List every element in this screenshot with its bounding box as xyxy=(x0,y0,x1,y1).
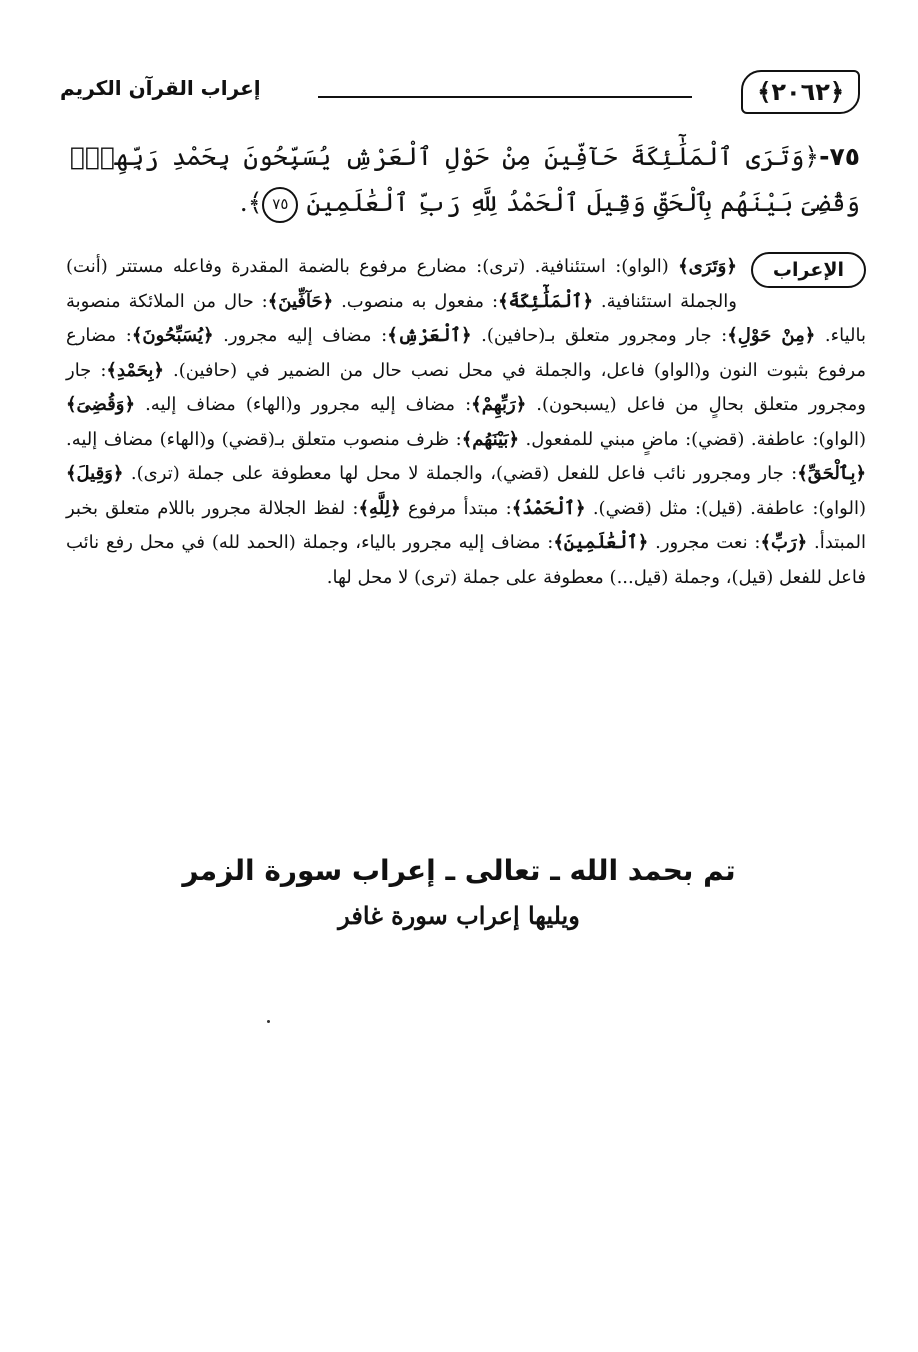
quran-word: ﴿بَيْنَهُم﴾ xyxy=(461,428,519,450)
quran-word: ﴿مِنْ حَوْلِ﴾ xyxy=(727,325,816,346)
quran-word: ﴿يُسَبِّحُونَ﴾ xyxy=(131,325,214,346)
quran-word: ﴿رَبِّ﴾ xyxy=(760,532,808,553)
header-rule xyxy=(318,96,692,98)
quran-word: ﴿بِٱلْحَقِّ﴾ xyxy=(797,463,866,484)
quran-word: ﴿ٱلْعَرْشِ﴾ xyxy=(387,325,472,346)
irab-explanation: : حال من الملائكة منصوبة بالياء. xyxy=(66,290,866,346)
irab-explanation: : ظرف منصوب متعلق بـ(قضي) و(الهاء) مضاف إليه. xyxy=(66,428,462,450)
irab-explanation: : جار ومجرور متعلق بحالٍ من فاعل (يسبحون). xyxy=(66,359,866,415)
irab-explanation: : مضاف إليه مجرور و(الهاء) مضاف إليه. xyxy=(135,394,472,415)
page-header xyxy=(60,70,860,126)
closing-line-1: تم بحمد الله ـ تعالى ـ إعراب سورة الزمر xyxy=(182,854,736,887)
irab-section xyxy=(66,250,866,595)
closing-line-2: ويليها إعراب سورة غافر xyxy=(338,901,580,930)
ayah-end-marker: ٧٥ xyxy=(262,187,298,223)
irab-explanation: : مفعول به منصوب. xyxy=(333,290,499,312)
irab-explanation: : مضاف إليه مجرور بالياء، وجملة (الحمد لله) في محل رفع نائب فاعل للفعل (قيل)، وجملة (قيل...) معطوفة على جملة (ترى) لا محل لها. xyxy=(66,532,866,588)
page-number: ﴿٢٠٦٢﴾ xyxy=(741,70,860,114)
verse-text: ﴿وَتَرَى ٱلْمَلَٰٓئِكَةَ حَآفِّينَ مِنْ حَوْلِ ٱلْعَرْشِ يُسَبِّحُونَ بِحَمْدِ رَبِّهِمْۖ وَقُضِىَ بَيْنَهُم بِٱلْحَقِّ وَقِيلَ ٱلْحَمْدُ لِلَّهِ رَبِّ ٱلْعَٰلَمِينَ xyxy=(70,142,860,217)
quran-word: ﴿ٱلْعَٰلَمِينَ﴾ xyxy=(553,532,649,553)
irab-explanation: : مضاف إليه مجرور. xyxy=(213,325,388,346)
irab-explanation: : نعت مجرور. xyxy=(648,532,761,553)
stray-dot xyxy=(267,1020,270,1023)
quran-word: ﴿حَآفِّينَ﴾ xyxy=(267,290,334,312)
closing-note xyxy=(0,848,918,938)
quran-word: ﴿وَتَرَى﴾ xyxy=(678,256,737,277)
irab-explanation: (الواو): عاطفة. (قيل): مثل (قضي). xyxy=(585,497,866,519)
irab-body xyxy=(66,256,866,588)
irab-explanation: (الواو): عاطفة. (قضي): ماضٍ مبني للمفعول. xyxy=(519,428,866,450)
irab-explanation: : جار ومجرور متعلق بـ(حافين). xyxy=(471,325,728,346)
irab-explanation: (الواو): استئنافية. (ترى): مضارع مرفوع بالضمة المقدرة وفاعله مستتر (أنت) والجملة استئنافية. xyxy=(66,256,737,312)
irab-explanation: : جار ومجرور نائب فاعل للفعل (قضي)، والجملة لا محل لها معطوفة على جملة (ترى). xyxy=(123,463,798,484)
quran-word: ﴿بِحَمْدِ﴾ xyxy=(106,359,164,381)
irab-explanation: : مبتدأ مرفوع xyxy=(400,497,512,519)
verse-closing: ﴾. xyxy=(239,188,263,217)
book-title: إعراب القرآن الكريم xyxy=(60,76,261,100)
quran-word: ﴿رَبِّهِمْ﴾ xyxy=(471,394,527,415)
quran-word: ﴿لِلَّهِ﴾ xyxy=(358,497,401,519)
irab-explanation: : لفظ الجلالة مجرور باللام متعلق بخبر المبتدأ. xyxy=(66,497,866,553)
quran-word: ﴿ٱلْحَمْدُ﴾ xyxy=(511,497,586,519)
irab-label: الإعراب xyxy=(751,252,866,288)
quran-word: ﴿وَقِيلَ﴾ xyxy=(66,463,124,484)
quran-word: ﴿وَقُضِىَ﴾ xyxy=(66,394,136,415)
quran-word: ﴿ٱلْمَلَٰٓئِكَةَ﴾ xyxy=(498,290,593,312)
quran-verse xyxy=(70,134,860,226)
irab-explanation: : مضارع مرفوع بثبوت النون و(الواو) فاعل، والجملة في محل نصب حال من الضمير في (حافين). xyxy=(66,325,866,381)
verse-number: ٧٥- xyxy=(819,142,860,171)
